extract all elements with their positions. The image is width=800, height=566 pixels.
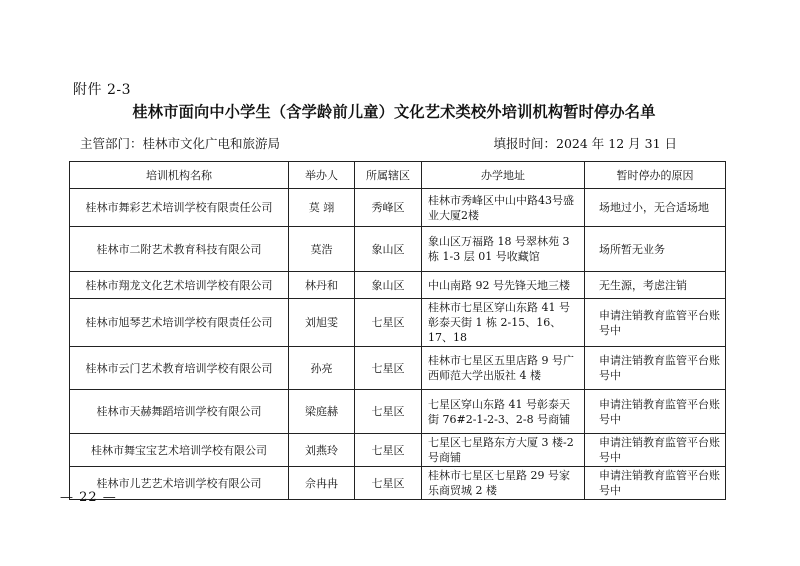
cell-district: 七星区 <box>355 299 422 347</box>
table-row <box>70 347 726 390</box>
cell-organizer: 莫 翊 <box>289 189 355 227</box>
attachment-label: 附件 2-3 <box>73 82 131 98</box>
cell-reason: 无生源，考虑注销 <box>585 272 726 299</box>
cell-organizer: 莫浩 <box>289 227 355 272</box>
institution-table <box>69 161 726 500</box>
cell-organizer: 佘冉冉 <box>289 467 355 500</box>
cell-address: 中山南路 92 号先锋天地三楼 <box>422 272 585 299</box>
cell-reason: 申请注销教育监管平台账号中 <box>585 299 726 347</box>
cell-name: 桂林市云门艺术教育培训学校有限公司 <box>70 347 289 390</box>
cell-name: 桂林市儿艺艺术培训学校有限公司 <box>70 467 289 500</box>
column-header-name: 培训机构名称 <box>70 162 289 189</box>
cell-name: 桂林市二附艺术教育科技有限公司 <box>70 227 289 272</box>
cell-address: 桂林市七星区穿山东路 41 号彰泰天街 1 栋 2-15、16、17、18 <box>422 299 585 347</box>
cell-address: 桂林市七星区七星路 29 号家乐商贸城 2 楼 <box>422 467 585 500</box>
cell-name: 桂林市翔龙文化艺术培训学校有限公司 <box>70 272 289 299</box>
document-title: 桂林市面向中小学生（含学龄前儿童）文化艺术类校外培训机构暂时停办名单 <box>132 103 656 121</box>
cell-name: 桂林市舞彩艺术培训学校有限责任公司 <box>70 189 289 227</box>
table-row <box>70 272 726 299</box>
cell-organizer: 林丹和 <box>289 272 355 299</box>
cell-reason: 申请注销教育监管平台账号中 <box>585 467 726 500</box>
department-label: 主管部门：桂林市文化广电和旅游局 <box>80 136 281 151</box>
cell-address: 桂林市秀峰区中山中路43号盛业大厦2楼 <box>422 189 585 227</box>
cell-organizer: 梁庭赫 <box>289 390 355 434</box>
cell-address: 桂林市七星区五里店路 9 号广西师范大学出版社 4 楼 <box>422 347 585 390</box>
cell-district: 七星区 <box>355 467 422 500</box>
cell-organizer: 孙亮 <box>289 347 355 390</box>
cell-organizer: 刘旭雯 <box>289 299 355 347</box>
cell-district: 七星区 <box>355 434 422 467</box>
table-header-row <box>70 162 726 189</box>
cell-district: 七星区 <box>355 390 422 434</box>
cell-name: 桂林市天赫舞蹈培训学校有限公司 <box>70 390 289 434</box>
column-header-address: 办学地址 <box>422 162 585 189</box>
cell-district: 象山区 <box>355 272 422 299</box>
cell-name: 桂林市舞宝宝艺术培训学校有限公司 <box>70 434 289 467</box>
cell-reason: 申请注销教育监管平台账号中 <box>585 347 726 390</box>
column-header-reason: 暂时停办的原因 <box>585 162 726 189</box>
cell-district: 秀峰区 <box>355 189 422 227</box>
cell-address: 七星区七星路东方大厦 3 楼-2 号商铺 <box>422 434 585 467</box>
table-row <box>70 227 726 272</box>
column-header-organizer: 举办人 <box>289 162 355 189</box>
cell-reason: 场地过小，无合适场地 <box>585 189 726 227</box>
cell-district: 七星区 <box>355 347 422 390</box>
page-number: — 22 — <box>60 490 117 505</box>
cell-reason: 场所暂无业务 <box>585 227 726 272</box>
cell-address: 七星区穿山东路 41 号彰泰天街 76#2-1-2-3、2-8 号商铺 <box>422 390 585 434</box>
cell-address: 象山区万福路 18 号翠林苑 3 栋 1-3 层 01 号收藏馆 <box>422 227 585 272</box>
cell-reason: 申请注销教育监管平台账号中 <box>585 434 726 467</box>
cell-district: 象山区 <box>355 227 422 272</box>
table-row <box>70 299 726 347</box>
cell-reason: 申请注销教育监管平台账号中 <box>585 390 726 434</box>
table-row <box>70 390 726 434</box>
table-row <box>70 189 726 227</box>
column-header-district: 所属辖区 <box>355 162 422 189</box>
table-row <box>70 434 726 467</box>
fill-date-label: 填报时间：2024 年 12 月 31 日 <box>493 136 677 151</box>
table-row <box>70 467 726 500</box>
cell-organizer: 刘燕玲 <box>289 434 355 467</box>
meta-line <box>80 134 700 152</box>
cell-name: 桂林市旭琴艺术培训学校有限责任公司 <box>70 299 289 347</box>
